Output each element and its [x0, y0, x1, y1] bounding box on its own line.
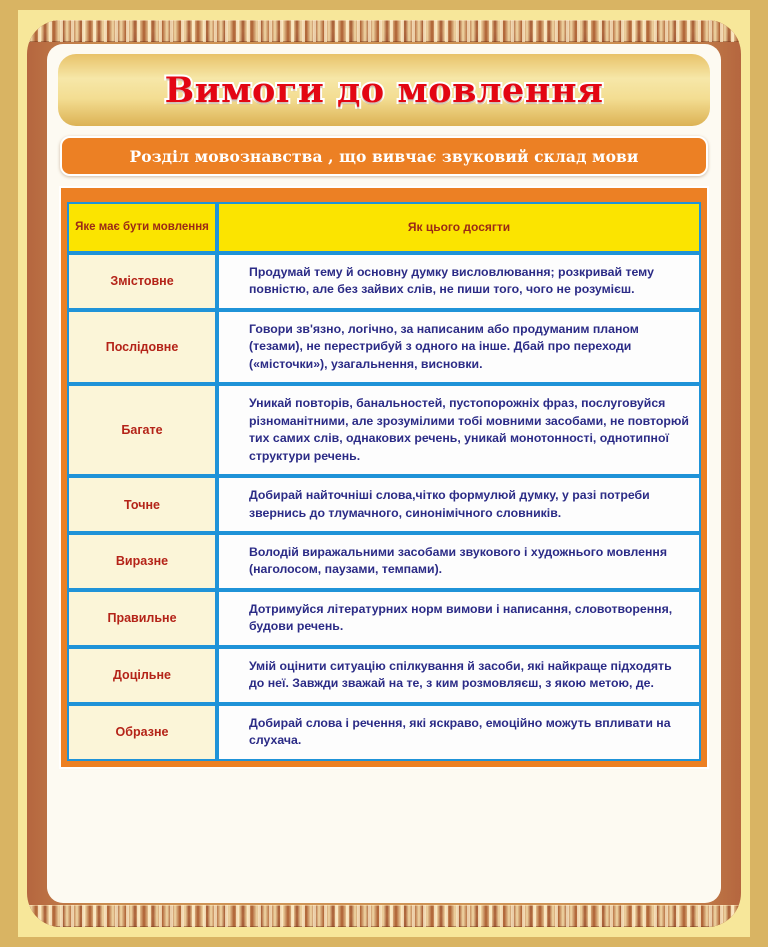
poster [18, 10, 750, 937]
column-header-quality: Яке має бути мовлення [67, 202, 217, 253]
table-header-row [67, 202, 701, 253]
quality-name-cell: Змістовне [67, 253, 217, 310]
quality-name-cell: Точне [67, 476, 217, 533]
quality-name-cell: Образне [67, 704, 217, 761]
requirements-table [67, 202, 701, 761]
quality-description-cell: Добирай слова і речення, які яскраво, емоційно можуть впливати на слухача. [217, 704, 701, 761]
table-body [67, 253, 701, 761]
table-row [67, 590, 701, 647]
column-header-howto: Як цього досягти [217, 202, 701, 253]
quality-description-cell: Уникай повторів, банальностей, пустопорожніх фраз, послуговуйся різноманітними, але зрозумілими тобі мовними засобами, не повторюй тих самих слів, однакових речень, уникай монотонності, однотипної структури речень. [217, 384, 701, 476]
table-row [67, 253, 701, 310]
quality-name-cell: Правильне [67, 590, 217, 647]
decorative-frame [27, 20, 741, 927]
quality-name-cell: Послідовне [67, 310, 217, 384]
page-title: Вимоги до мовлення [164, 69, 604, 111]
quality-name-cell: Багате [67, 384, 217, 476]
poster-inner [47, 44, 721, 903]
quality-description-cell: Говори зв'язно, логічно, за написаним або продуманим планом (тезами), не перестрибуй з одного на інше. Дбай про переходи («місточки»), узагальнення, висновки. [217, 310, 701, 384]
subtitle-bar [60, 136, 708, 176]
table-row [67, 476, 701, 533]
floral-ornament-bottom-icon [27, 905, 741, 927]
floral-ornament-top-icon [27, 20, 741, 42]
requirements-table-panel [59, 186, 709, 769]
quality-description-cell: Продумай тему й основну думку висловлювання; розкривай тему повністю, але без зайвих слів, не пиши того, чого не розумієш. [217, 253, 701, 310]
table-row [67, 533, 701, 590]
table-row [67, 704, 701, 761]
table-row [67, 384, 701, 476]
subtitle-text: Розділ мовознавства , що вивчає звуковий склад мови [129, 146, 639, 166]
quality-description-cell: Володій виражальними засобами звукового і художнього мовлення (наголосом, паузами, темпами). [217, 533, 701, 590]
quality-name-cell: Виразне [67, 533, 217, 590]
table-row [67, 647, 701, 704]
table-row [67, 310, 701, 384]
quality-name-cell: Доцільне [67, 647, 217, 704]
quality-description-cell: Дотримуйся літературних норм вимови і написання, словотворення, будови речень. [217, 590, 701, 647]
title-banner [58, 54, 710, 126]
quality-description-cell: Добирай найточніші слова,чітко формулюй думку, у разі потреби звернись до тлумачного, синонімічного словників. [217, 476, 701, 533]
quality-description-cell: Умій оцінити ситуацію спілкування й засоби, які найкраще підходять до неї. Завжди зважай на те, з ким розмовляєш, з якою метою, де. [217, 647, 701, 704]
